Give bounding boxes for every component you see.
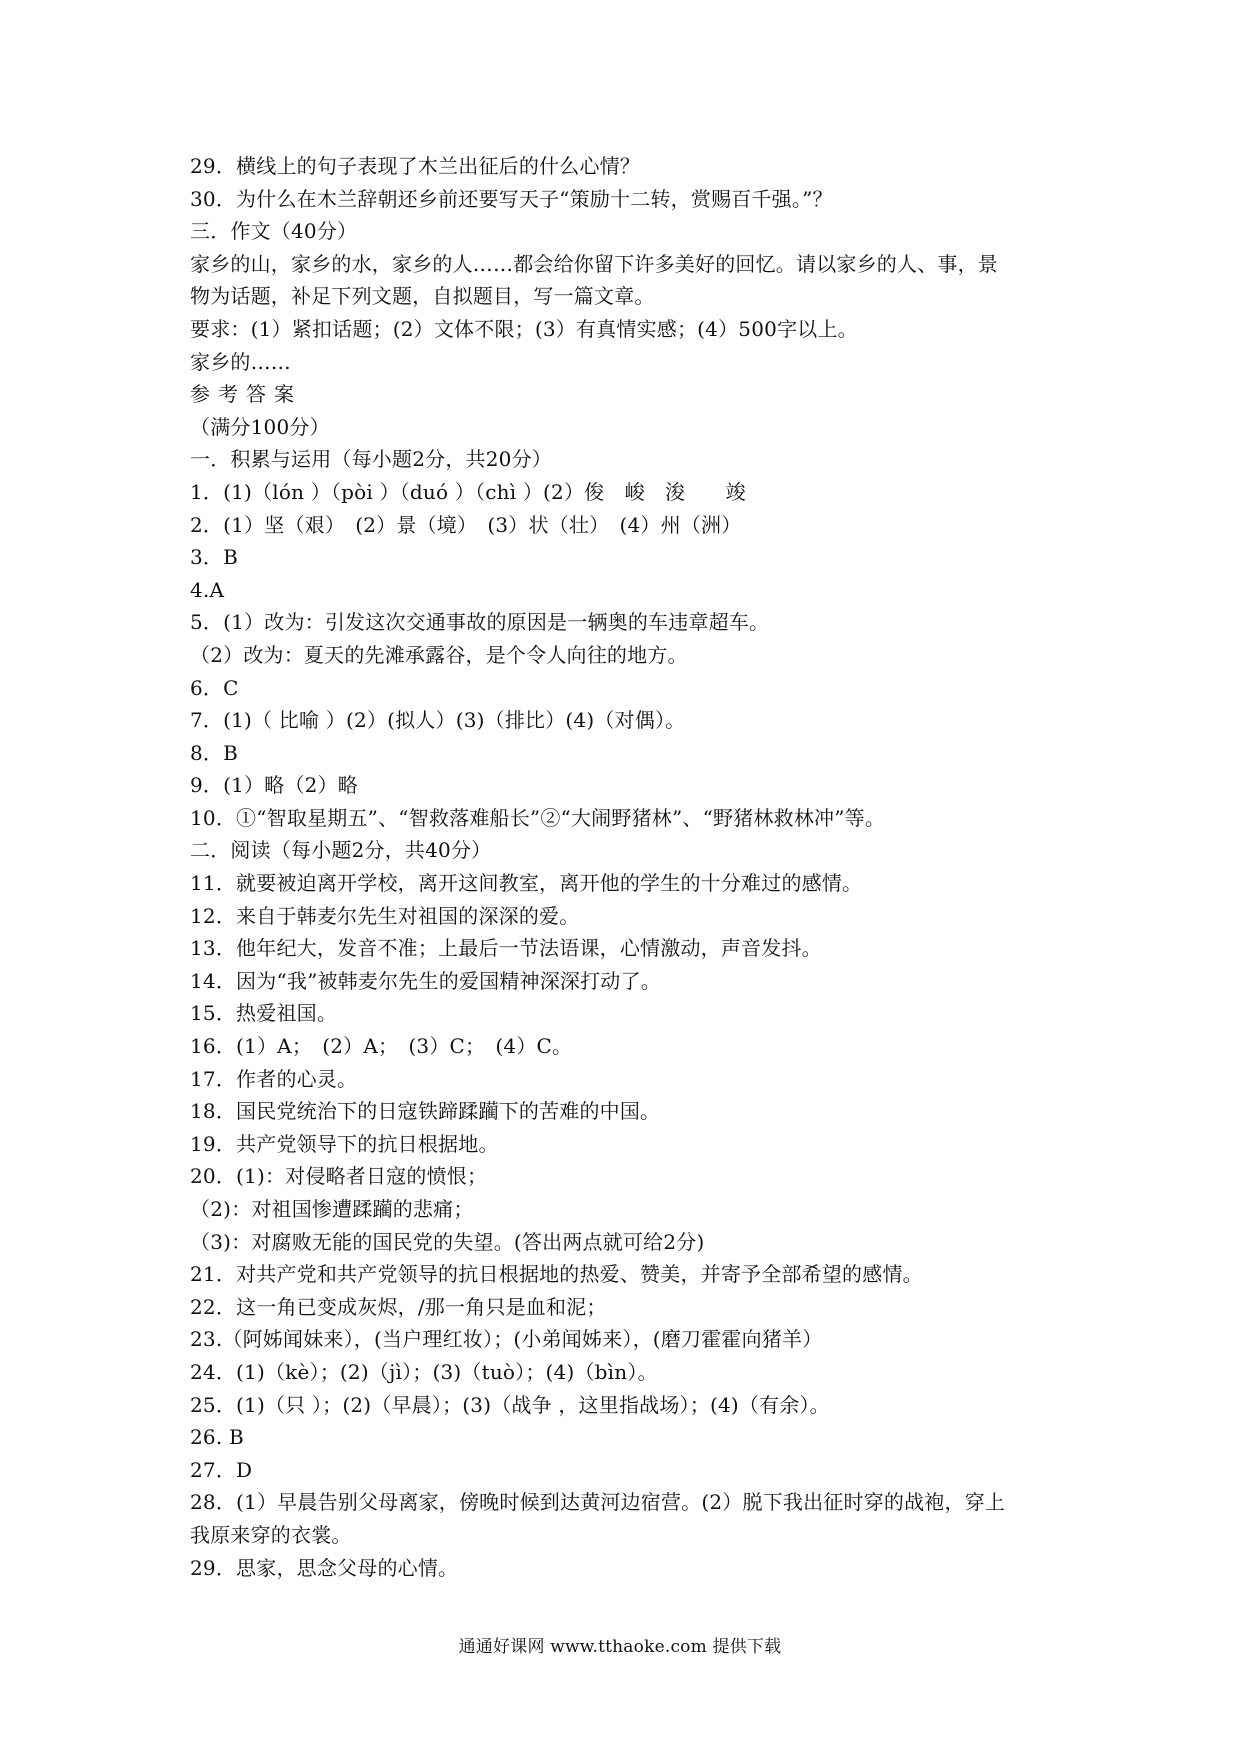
answer-line-10: 10．①“智取星期五”、“智救落难船长”②“大闹野猪林”、“野猪林救林冲”等。: [190, 805, 886, 830]
answer-line-6: 6．C: [190, 675, 239, 700]
answer-line-5-1: 5．(1）改为：引发这次交通事故的原因是一辆奥的车违章超车。: [190, 610, 770, 635]
answer-line-8: 8．B: [190, 740, 239, 765]
answer-line-24: 24．(1)（kè）；(2)（jì）；(3)（tuò）；(4)（bìn）。: [190, 1359, 658, 1384]
answer-line-15: 15．热爱祖国。: [190, 1001, 338, 1026]
answer-line-12: 12．来自于韩麦尔先生对祖国的深深的爱。: [190, 903, 580, 928]
answer-key-total-score: （满分100分）: [190, 414, 330, 439]
text-line-composition-requirements: 要求：(1）紧扣话题；(2）文体不限；(3）有真情实感；(4）500字以上。: [190, 316, 858, 341]
text-line-q29: 29．横线上的句子表现了木兰出征后的什么心情？: [190, 154, 641, 178]
answer-line-7: 7．(1)（ 比喻 ）(2）(拟人）(3)（排比）(4)（对偶）。: [190, 708, 686, 733]
answer-line-20-3: （3)：对腐败无能的国民党的失望。(答出两点就可给2分): [190, 1229, 705, 1254]
answer-line-2: 2．(1）坚（艰） (2）景（境） (3）状（壮） (4）州（洲）: [190, 512, 742, 537]
answer-line-11: 11．就要被迫离开学校，离开这间教室，离开他的学生的十分难过的感情。: [190, 871, 863, 896]
answer-line-22: 22．这一角已变成灰烬，/那一角只是血和泥；: [190, 1294, 607, 1319]
answer-line-21: 21．对共产党和共产党领导的抗日根据地的热爱、赞美，并寄予全部希望的感情。: [190, 1262, 923, 1287]
answer-line-9: 9．(1）略（2）略: [190, 773, 358, 798]
document-body: [190, 150, 1070, 1584]
answer-key-heading: 参考答案: [190, 382, 302, 407]
answer-line-20-2: （2)：对祖国惨遭蹂躏的悲痛；: [190, 1197, 474, 1221]
text-line-q30: 30．为什么在木兰辞朝还乡前还要写天子“策励十二转，赏赐百千强。”？: [190, 186, 833, 211]
answer-line-28-2: 我原来穿的衣裳。: [190, 1522, 352, 1547]
answer-line-27: 27．D: [190, 1457, 253, 1482]
answer-line-18: 18．国民党统治下的日寇铁蹄蹂躏下的苦难的中国。: [190, 1099, 661, 1124]
section-heading-composition: 三．作文（40分）: [190, 219, 358, 244]
answer-line-13: 13．他年纪大，发音不准；上最后一节法语课，心情激动，声音发抖。: [190, 936, 822, 961]
answer-line-4: 4.A: [190, 577, 225, 602]
section-heading-part-2: 二．阅读（每小题2分，共40分）: [190, 838, 492, 863]
answer-line-14: 14．因为“我”被韩麦尔先生的爱国精神深深打动了。: [190, 968, 661, 993]
answer-line-26: 26. B: [190, 1425, 244, 1450]
answer-line-19: 19．共产党领导下的抗日根据地。: [190, 1131, 499, 1156]
answer-line-28-1: 28．(1）早晨告别父母离家，傍晚时候到达黄河边宿营。(2）脱下我出征时穿的战袍，穿上: [190, 1490, 1006, 1515]
answer-line-25: 25．(1)（只 ）；(2)（早晨）；(3)（战争 ，这里指战场）；(4)（有余）。: [190, 1392, 830, 1417]
answer-line-5-2: （2）改为：夏天的先滩承露谷，是个令人向往的地方。: [190, 642, 688, 667]
answer-line-3: 3．B: [190, 545, 239, 570]
text-line-composition-title: 家乡的……: [190, 349, 291, 374]
answer-line-20-1: 20．(1)：对侵略者日寇的愤恨；: [190, 1164, 488, 1189]
answer-line-29: 29．思家，思念父母的心情。: [190, 1555, 459, 1580]
page-footer: 通通好课网 www.tthaoke.com 提供下载: [458, 1637, 782, 1657]
text-line-composition-prompt-1: 家乡的山，家乡的水，家乡的人……都会给你留下许多美好的回忆。请以家乡的人、事，景: [190, 251, 998, 276]
answer-line-1: 1．(1)（lón ）（pòi ）（duó ）（chì ）(2）俊 峻 浚 竣: [190, 479, 746, 504]
answer-line-17: 17．作者的心灵。: [190, 1066, 358, 1091]
answer-line-23: 23.（阿姊闻妹来），(当户理红妆）；(小弟闻姊来），(磨刀霍霍向猪羊）: [190, 1327, 823, 1352]
section-heading-part-1: 一．积累与运用（每小题2分，共20分）: [190, 447, 552, 472]
answer-line-16: 16．(1）A； (2）A； (3）C； (4）C。: [190, 1034, 573, 1059]
text-line-composition-prompt-2: 物为话题，补足下列文题，自拟题目，写一篇文章。: [190, 284, 655, 309]
